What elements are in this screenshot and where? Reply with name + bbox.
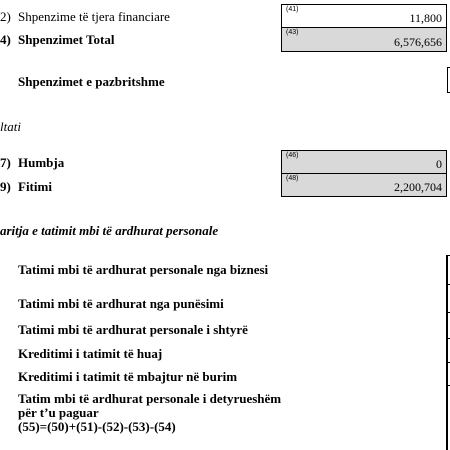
row-label-profit: Fitimi	[18, 179, 52, 194]
cut-text-fragment	[18, 0, 21, 4]
row-label-financial-expenses: Shpenzime të tjera financiare	[18, 9, 170, 24]
row-number: 4)	[0, 32, 11, 47]
field-code: (48)	[286, 175, 299, 182]
tax-line-foreign-credit: Kreditimi i tatimit të huaj	[18, 346, 163, 361]
tax-field-divider	[446, 362, 450, 363]
tax-field-divider	[446, 312, 450, 313]
tax-field-divider	[446, 385, 450, 386]
tax-field-divider	[446, 338, 450, 339]
field-loss[interactable]	[281, 150, 447, 174]
field-financial-expenses[interactable]	[281, 4, 447, 28]
row-label-total-expenses: Shpenzimet Total	[18, 32, 115, 47]
field-value: 6,576,656	[394, 35, 442, 49]
field-value: 0	[436, 157, 442, 171]
tax-line-withheld-credit: Kreditimi i tatimit të mbajtur në burim	[18, 369, 238, 384]
row-label-non-deductible: Shpenzimet e pazbritshme	[18, 74, 165, 89]
row-number: 7)	[0, 155, 11, 170]
field-value: 11,800	[409, 11, 442, 25]
section-heading-result: ltati	[0, 119, 21, 134]
field-profit[interactable]	[281, 173, 447, 197]
tax-line-payable-formula: (55)=(50)+(51)-(52)-(53)-(54)	[18, 419, 176, 434]
row-number: 2)	[0, 9, 11, 24]
row-label-loss: Humbja	[18, 155, 65, 170]
tax-line-employment: Tatimi mbi të ardhurat nga punësimi	[18, 296, 224, 311]
section-heading-tax: aritja e tatimit mbi të ardhurat personale	[0, 223, 219, 238]
tax-line-business: Tatimi mbi të ardhurat personale nga biznesi	[18, 262, 269, 277]
tax-field-divider	[446, 255, 450, 256]
field-code: (46)	[286, 152, 299, 159]
field-value: 2,200,704	[394, 180, 442, 194]
field-code: (41)	[286, 6, 299, 13]
field-total-expenses[interactable]	[281, 27, 447, 52]
tax-line-payable-cont: për t’u paguar	[18, 405, 99, 420]
tax-field-divider	[446, 284, 450, 285]
row-number: 9)	[0, 179, 11, 194]
tax-line-deferred: Tatimi mbi të ardhurat personale i shtyrë	[18, 322, 248, 337]
field-code: (43)	[286, 29, 299, 36]
tax-line-payable: Tatim mbi të ardhurat personale i detyrueshëm	[18, 391, 282, 406]
